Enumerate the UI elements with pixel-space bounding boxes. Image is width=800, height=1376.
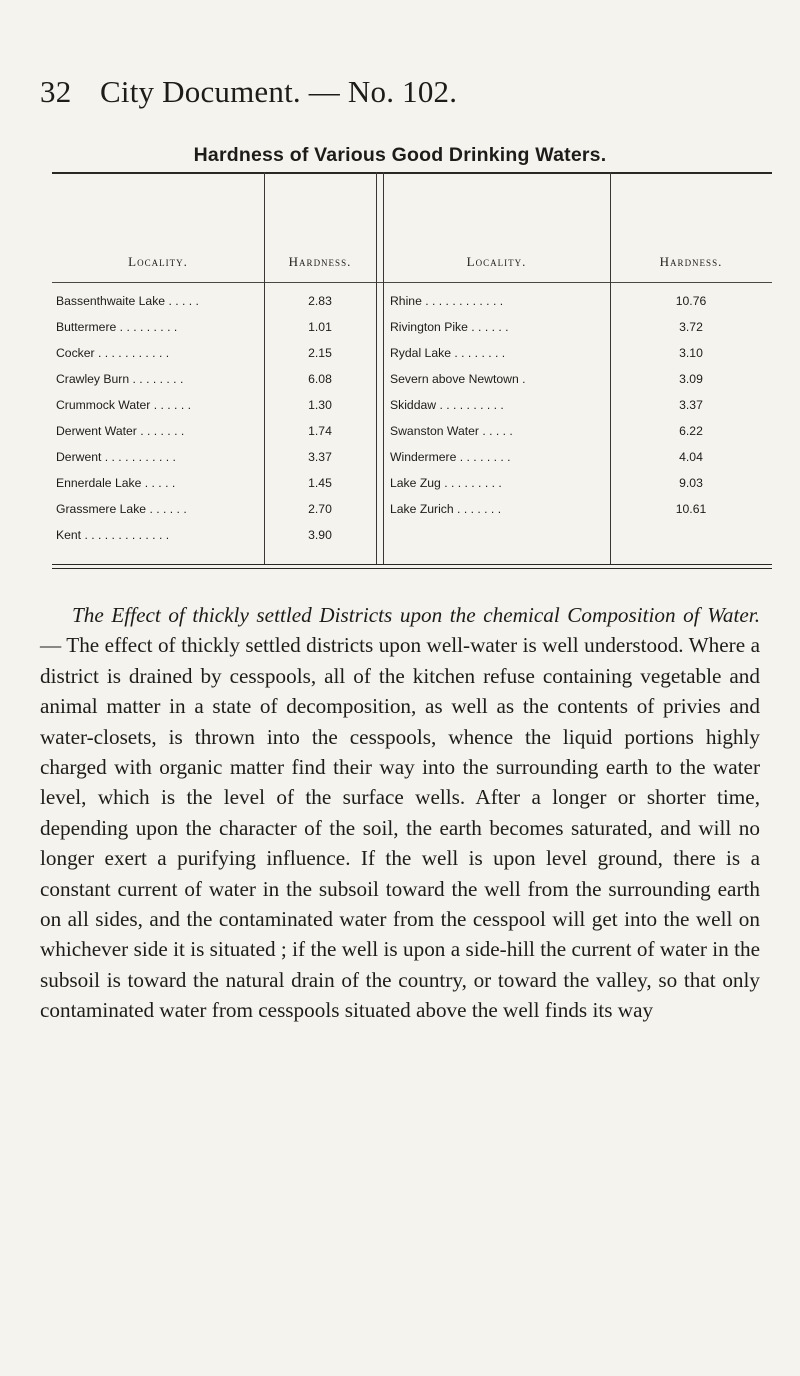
section-heading: The Effect of thickly settled Districts upon the chemical Composition of Water. — [72, 603, 760, 627]
table-row-hardness: 1.74 — [308, 424, 332, 438]
table-row-hardness: 2.70 — [308, 502, 332, 516]
table-row-locality: Rivington Pike . . . . . . — [390, 320, 509, 334]
column-header-hardness: Hardness. — [659, 254, 723, 269]
table-row-locality: Swanston Water . . . . . — [390, 424, 513, 438]
column-header-locality: Locality. — [466, 254, 527, 269]
table-divider — [383, 172, 384, 564]
table-row-locality: Lake Zug . . . . . . . . . — [390, 476, 502, 490]
section-body — [40, 600, 760, 1026]
table-row-hardness: 3.09 — [679, 372, 703, 386]
table-header-rule — [52, 282, 772, 283]
section-paragraph — [40, 600, 760, 1026]
page-number: 32 — [40, 74, 72, 109]
table-row-locality: Rydal Lake . . . . . . . . — [390, 346, 506, 360]
table-row-locality: Rhine . . . . . . . . . . . . — [390, 294, 504, 308]
table-row-locality: Crummock Water . . . . . . — [56, 398, 191, 412]
table-row-locality: Bassenthwaite Lake . . . . . — [56, 294, 199, 308]
table-bottom-rule — [52, 564, 772, 565]
table-divider — [376, 172, 377, 564]
table-row-hardness: 6.08 — [308, 372, 332, 386]
table-row-hardness: 1.01 — [308, 320, 332, 334]
table-row-locality: Grassmere Lake . . . . . . — [56, 502, 187, 516]
table-row-hardness: 3.90 — [308, 528, 332, 542]
table-row-locality: Cocker . . . . . . . . . . . — [56, 346, 170, 360]
table-row-locality: Kent . . . . . . . . . . . . . — [56, 528, 170, 542]
table-row-hardness: 10.61 — [675, 502, 707, 516]
table-row-hardness: 3.37 — [308, 450, 332, 464]
table-row-locality: Ennerdale Lake . . . . . — [56, 476, 176, 490]
table-row-locality: Windermere . . . . . . . . — [390, 450, 511, 464]
table-row-hardness: 2.83 — [308, 294, 332, 308]
table-row-locality: Skiddaw . . . . . . . . . . — [390, 398, 504, 412]
table-row-hardness: 4.04 — [679, 450, 703, 464]
table-row-hardness: 3.10 — [679, 346, 703, 360]
table-row-locality: Derwent Water . . . . . . . — [56, 424, 185, 438]
table-row-hardness: 1.30 — [308, 398, 332, 412]
table-row-locality: Crawley Burn . . . . . . . . — [56, 372, 184, 386]
table-row-hardness: 2.15 — [308, 346, 332, 360]
table-bottom-rule-2 — [52, 568, 772, 569]
table-title: Hardness of Various Good Drinking Waters. — [193, 144, 607, 166]
table-row-locality: Lake Zurich . . . . . . . — [390, 502, 502, 516]
table-row-hardness: 10.76 — [675, 294, 707, 308]
column-header-locality: Locality. — [128, 254, 188, 269]
table-row-hardness: 3.72 — [679, 320, 703, 334]
table-row-hardness: 1.45 — [308, 476, 332, 490]
hardness-table — [52, 172, 772, 568]
table-row-locality: Severn above Newtown . — [390, 372, 526, 386]
table-row-hardness: 6.22 — [679, 424, 703, 438]
section-body-text: — The effect of thickly settled districts upon well-water is well understood. Where a district is drained by cesspools, all of the kitchen refuse containing vegetable and animal matter in a state of decomposition, as well as the contents of privies and water-closets, is thrown into the cesspools, whence the liquid portions highly charged with organic matter find their way into the surrounding earth to the water level, which is the level of the surface wells. After a longer or shorter time, depending upon the character of the soil, the earth becomes saturated, and will no longer exert a purifying influence. If the well is upon level ground, there is a constant current of water in the subsoil toward the well from the surrounding earth on all sides, and the contaminated water from the cesspool will get into the well on whichever side it is situated ; if the well is upon a side-hill the current of water in the subsoil is toward the natural drain of the country, or toward the valley, so that only contaminated water from cesspools situated above the well finds its way — [40, 633, 760, 1023]
table-row-locality: Derwent . . . . . . . . . . . — [56, 450, 176, 464]
running-title: City Document. — No. 102. — [100, 74, 458, 109]
table-row-locality: Buttermere . . . . . . . . . — [56, 320, 178, 334]
table-top-rule — [52, 172, 772, 174]
table-row-hardness: 3.37 — [679, 398, 703, 412]
table-row-hardness: 9.03 — [679, 476, 703, 490]
column-header-hardness: Hardness. — [288, 254, 352, 269]
